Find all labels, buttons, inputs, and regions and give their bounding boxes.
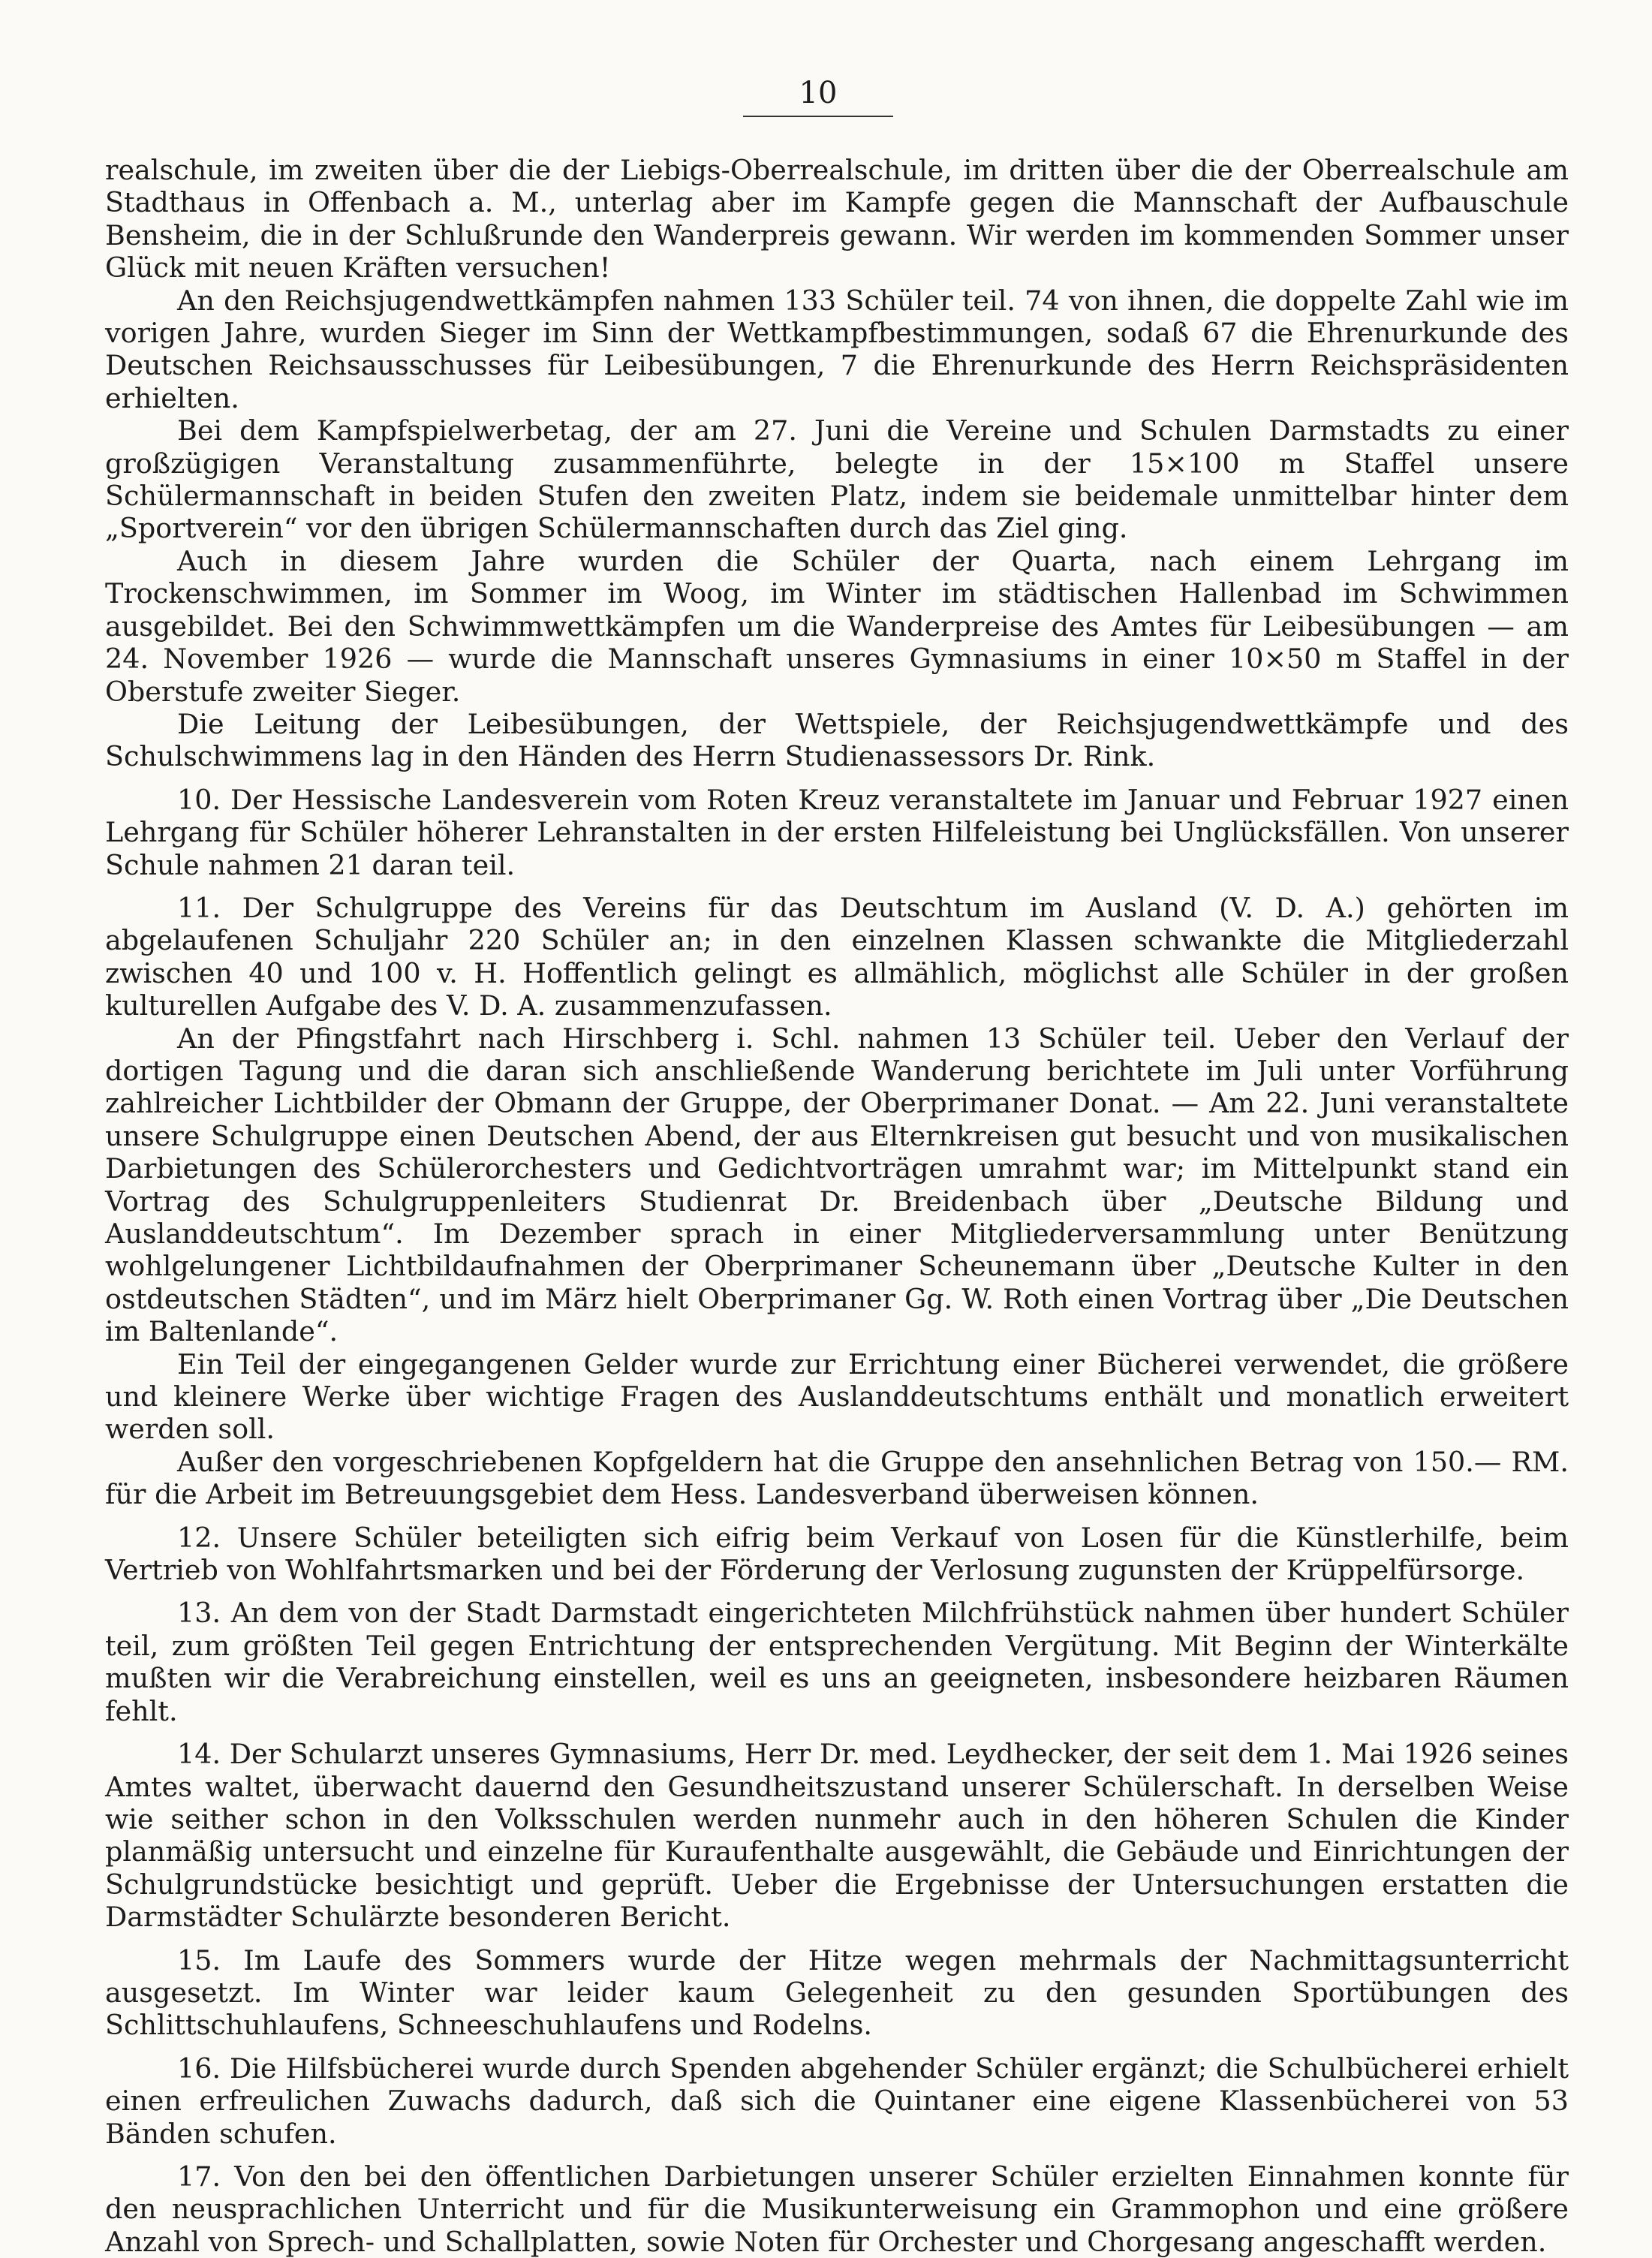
paragraph-leitung-leibesuebungen: Die Leitung der Leibesübungen, der Wettspiele, der Reichsjugendwettkämpfe und des Schulschwimmens lag in den Händen des Herrn Studienassessors Dr. Rink. [105, 707, 1569, 773]
paragraph-item-14: 14. Der Schularzt unseres Gymnasiums, Herr Dr. med. Leydhecker, der seit dem 1. Mai 1926 seines Amtes waltet, überwacht dauernd den Gesundheitszustand unserer Schülerschaft. In derselben Weise wie seither schon in den Volksschulen werden nunmehr auch in den höheren Schulen die Kinder planmäßig untersucht und einzelne für Kuraufenthalte ausgewählt, die Gebäude und Einrichtungen der Schulgrundstücke besichtigt und geprüft. Ueber die Ergebnisse der Untersuchungen erstatten die Darmstädter Schulärzte besonderen Bericht. [105, 1738, 1569, 1934]
paragraph-continuation: realschule, im zweiten über die der Liebigs-Oberrealschule, im dritten über die der Oberrealschule am Stadthaus in Offenbach a. M., unterlag aber im Kampfe gegen die Mannschaft der Aufbauschule Bensheim, die in der Schlußrunde den Wanderpreis gewann. Wir werden im kommenden Sommer unser Glück mit neuen Kräften versuchen! [105, 154, 1569, 285]
paragraph-item-12: 12. Unsere Schüler beteiligten sich eifrig beim Verkauf von Losen für die Künstlerhilfe, beim Vertrieb von Wohlfahrtsmarken und bei der Förderung der Verlosung zugunsten der Krüppelfürsorge. [105, 1521, 1569, 1587]
paragraph-item-16: 16. Die Hilfsbücherei wurde durch Spenden abgehender Schüler ergänzt; die Schulbücherei erhielt einen erfreulichen Zuwachs dadurch, daß sich die Quintaner eine eigene Klassenbücherei von 53 Bänden schufen. [105, 2052, 1569, 2150]
page-number-rule [743, 116, 893, 117]
paragraph-schwimmen: Auch in diesem Jahre wurden die Schüler der Quarta, nach einem Lehrgang im Trockenschwimmen, im Sommer im Woog, im Winter im städtischen Hallenbad im Schwimmen ausgebildet. Bei den Schwimmwettkämpfen um die Wanderpreise des Amtes für Leibesübungen — am 24. November 1926 — wurde die Mannschaft unseres Gymnasiums in einer 10×50 m Staffel in der Oberstufe zweiter Sieger. [105, 544, 1569, 708]
paragraph-buecherei: Ein Teil der eingegangenen Gelder wurde zur Errichtung einer Bücherei verwendet, die größere und kleinere Werke über wichtige Fragen des Auslanddeutschtums enthält und monatlich erweitert werden soll. [105, 1347, 1569, 1446]
paragraph-item-17: 17. Von den bei den öffentlichen Darbietungen unserer Schüler erzielten Einnahmen konnte für den neusprachlichen Unterricht und für die Musikunterweisung ein Grammophon und eine größere Anzahl von Sprech- und Schallplatten, sowie Noten für Orchester und Chorgesang angeschafft werden. [105, 2160, 1569, 2258]
paragraph-item-15: 15. Im Laufe des Sommers wurde der Hitze wegen mehrmals der Nachmittagsunterricht ausgesetzt. Im Winter war leider kaum Gelegenheit zu den gesunden Sportübungen des Schlittschuhlaufens, Schneeschuhlaufens und Rodelns. [105, 1943, 1569, 2042]
paragraph-item-13: 13. An dem von der Stadt Darmstadt eingerichteten Milchfrühstück nahmen über hundert Schüler teil, zum größten Teil gegen Entrichtung der entsprechenden Vergütung. Mit Beginn der Winterkälte mußten wir die Verabreichung einstellen, weil es uns an geeigneten, insbesondere heizbaren Räumen fehlt. [105, 1597, 1569, 1727]
paragraph-kampfspielwerbetag: Bei dem Kampfspielwerbetag, der am 27. Juni die Vereine und Schulen Darmstadts zu einer großzügigen Veranstaltung zusammenführte, belegte in der 15×100 m Staffel unsere Schülermannschaft in beiden Stufen den zweiten Platz, indem sie beidemale unmittelbar hinter dem „Sportverein“ vor den übrigen Schülermannschaften durch das Ziel ging. [105, 414, 1569, 545]
paragraph-reichsjugendwettkaempfe: An den Reichsjugendwettkämpfen nahmen 133 Schüler teil. 74 von ihnen, die doppelte Zahl wie im vorigen Jahre, wurden Sieger im Sinn der Wettkampfbestimmungen, sodaß 67 die Ehrenurkunde des Deutschen Reichsausschusses für Leibesübungen, 7 die Ehrenurkunde des Herrn Reichspräsidenten erhielten. [105, 284, 1569, 414]
paragraph-item-11: 11. Der Schulgruppe des Vereins für das Deutschtum im Ausland (V. D. A.) gehörten im abgelaufenen Schuljahr 220 Schüler an; in den einzelnen Klassen schwankte die Mitgliederzahl zwischen 40 und 100 v. H. Hoffentlich gelingt es allmählich, möglichst alle Schüler in der großen kulturellen Aufgabe des V. D. A. zusammenzufassen. [105, 891, 1569, 1022]
paragraph-pfingstfahrt: An der Pfingstfahrt nach Hirschberg i. Schl. nahmen 13 Schüler teil. Ueber den Verlauf der dortigen Tagung und die daran sich anschließende Wanderung berichtete im Juli unter Vorführung zahlreicher Lichtbilder der Obmann der Gruppe, der Oberprimaner Donat. — Am 22. Juni veranstaltete unsere Schulgruppe einen Deutschen Abend, der aus Elternkreisen gut besucht und von musikalischen Darbietungen des Schülerorchesters und Gedichtvorträgen umrahmt war; im Mittelpunkt stand ein Vortrag des Schulgruppenleiters Studienrat Dr. Breidenbach über „Deutsche Bildung und Auslanddeutschtum“. Im Dezember sprach in einer Mitgliederversammlung unter Benützung wohlgelungener Lichtbildaufnahmen der Oberprimaner Scheunemann über „Deutsche Kulter in den ostdeutschen Städten“, und im März hielt Oberprimaner Gg. W. Roth einen Vortrag über „Die Deutschen im Baltenlande“. [105, 1022, 1569, 1348]
paragraph-kopfgelder: Außer den vorgeschriebenen Kopfgeldern hat die Gruppe den ansehnlichen Betrag von 150.— RM. für die Arbeit im Betreuungsgebiet dem Hess. Landesverband überweisen können. [105, 1445, 1569, 1511]
paragraph-item-10: 10. Der Hessische Landesverein vom Roten Kreuz veranstaltete im Januar und Februar 1927 einen Lehrgang für Schüler höherer Lehranstalten in der ersten Hilfeleistung bei Unglücksfällen. Von unserer Schule nahmen 21 daran teil. [105, 783, 1569, 881]
document-body [105, 154, 1569, 2258]
page-number: 10 [799, 76, 838, 110]
